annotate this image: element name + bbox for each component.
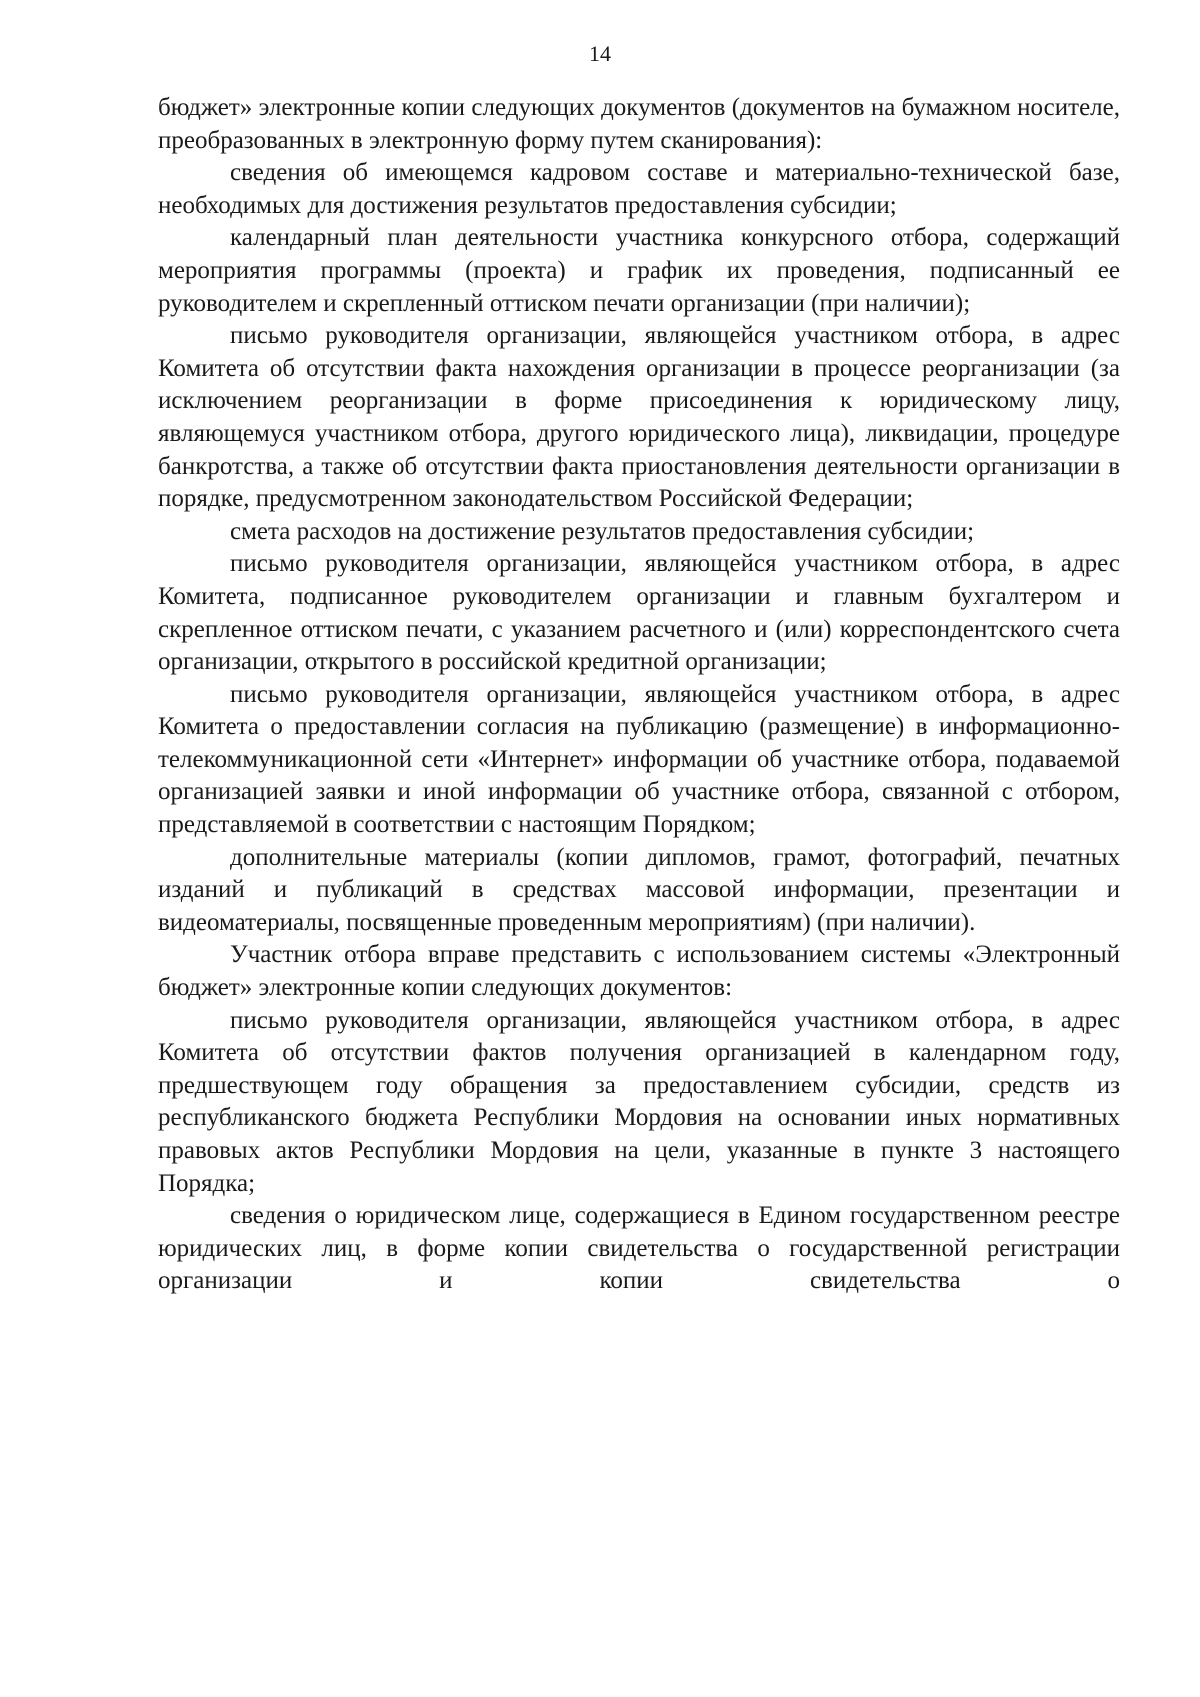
paragraph-letter-publication-consent: письмо руководителя организации, являющейся участником отбора, в адрес Комитета о предоставлении согласия на публикацию (размещение) в информационно-телекоммуникационной сети «Интернет» информации об участнике отбора, подаваемой организацией заявки и иной информации об участнике отбора, связанной с отбором, представляемой в соответствии с настоящим Порядком;	[158, 680, 1120, 839]
paragraph-letter-bank-account: письмо руководителя организации, являющейся участником отбора, в адрес Комитета, подписанное руководителем организации и главным бухгалтером и скрепленное оттиском печати, с указанием расчетного и (или) корреспондентского счета организации, открытого в российской кредитной организации;	[158, 550, 1120, 676]
paragraph-registry-information: сведения о юридическом лице, содержащиеся в Едином государственном реестре юридических лиц, в форме копии свидетельства о государственной регистрации организации и копии свидетельства о	[158, 1202, 1120, 1295]
paragraph-cost-estimate: смета расходов на достижение результатов предоставления субсидии;	[230, 517, 975, 545]
page-number: 14	[589, 41, 611, 66]
paragraph-continuation: бюджет» электронные копии следующих документов (документов на бумажном носителе, преобразованных в электронную форму путем сканирования):	[158, 94, 1120, 154]
paragraph-calendar-plan: календарный план деятельности участника конкурсного отбора, содержащий мероприятия программы (проекта) и график их проведения, подписанный ее руководителем и скрепленный оттиском печати организации (при наличии);	[158, 224, 1120, 317]
paragraph-additional-materials: дополнительные материалы (копии дипломов, грамот, фотографий, печатных изданий и публикаций в средствах массовой информации, презентации и видеоматериалы, посвященные проведенным мероприятиям) (при наличии).	[158, 843, 1120, 936]
paragraph-letter-no-reorganization: письмо руководителя организации, являющейся участником отбора, в адрес Комитета об отсутствии факта нахождения организации в процессе реорганизации (за исключением реорганизации в форме присоединения к юридическому лицу, являющемуся участником отбора, другого юридического лица), ликвидации, процедуре банкротства, а также об отсутствии факта приостановления деятельности организации в порядке, предусмотренном законодательством Российской Федерации;	[158, 322, 1120, 513]
paragraph-optional-documents-intro: Участник отбора вправе представить с использованием системы «Электронный бюджет» электронные копии следующих документов:	[158, 941, 1120, 1002]
paragraph-staff-and-facilities: сведения об имеющемся кадровом составе и материально-технической базе, необходимых для достижения результатов предоставления субсидии;	[158, 159, 1120, 219]
document-body	[158, 92, 1120, 1298]
paragraph-letter-no-other-funding: письмо руководителя организации, являющейся участником отбора, в адрес Комитета об отсутствии фактов получения организацией в календарном году, предшествующем году обращения за предоставлением субсидии, средств из республиканского бюджета Республики Мордовия на основании иных нормативных правовых актов Республики Мордовия на цели, указанные в пункте 3 настоящего Порядка;	[158, 1006, 1120, 1197]
